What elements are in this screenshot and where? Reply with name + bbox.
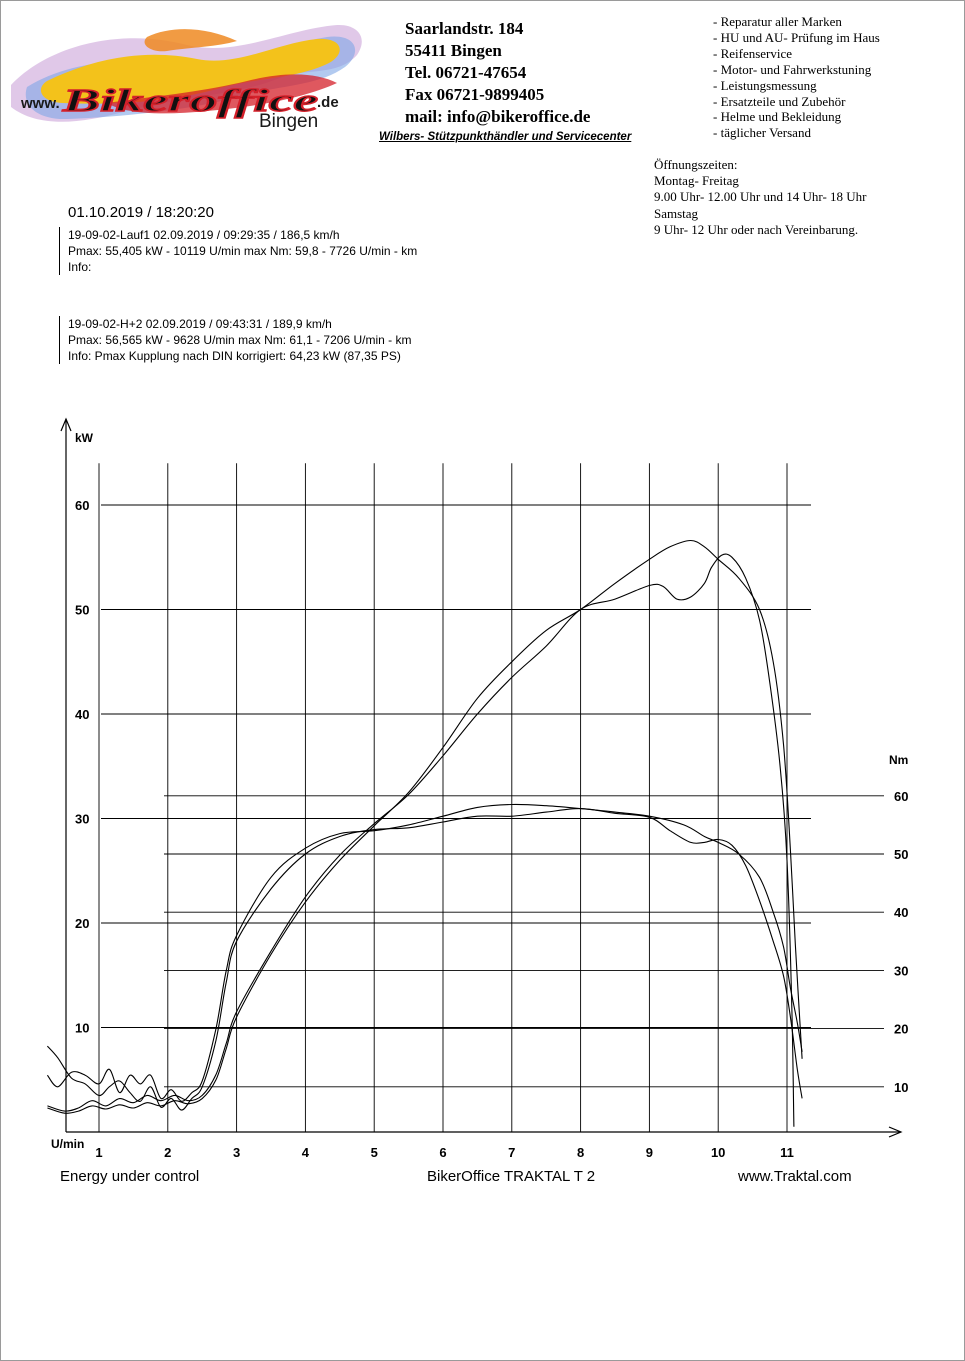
report-datetime: 01.10.2019 / 18:20:20 — [68, 204, 214, 221]
logo-city: Bingen — [259, 111, 319, 132]
right-tick-label: 30 — [894, 963, 909, 979]
address-mail: mail: info@bikeroffice.de — [405, 107, 591, 126]
right-tick-label: 10 — [894, 1079, 909, 1095]
chart-axes — [61, 419, 901, 1137]
left-tick-label: 50 — [75, 602, 90, 618]
x-tick-label: 3 — [232, 1145, 241, 1160]
run-info-h2 — [59, 316, 411, 364]
x-tick-label: 1 — [95, 1145, 103, 1160]
service-item: - Reparatur aller Marken — [713, 14, 842, 29]
right-tick-label: 20 — [894, 1021, 909, 1037]
run-pmax: Pmax: 56,565 kW - 9628 U/min max Nm: 61,1 - 7206 U/min - km — [68, 333, 412, 347]
x-tick-label: 6 — [439, 1145, 447, 1160]
left-tick-label: 60 — [75, 498, 90, 513]
x-tick-label: 10 — [710, 1145, 726, 1160]
run-info: Info: Pmax Kupplung nach DIN korrigiert: 64,23 kW (87,35 PS) — [68, 349, 401, 363]
hours-line: Öffnungszeiten: — [654, 157, 738, 172]
service-item: - Leistungsmessung — [713, 77, 817, 93]
left-tick-label: 20 — [75, 916, 90, 931]
address-block — [405, 18, 590, 128]
logo-brand: Bikeroffice — [61, 82, 319, 118]
run-info: Info: — [68, 260, 92, 274]
hours-line: 9.00 Uhr- 12.00 Uhr und 14 Uhr- 18 Uhr — [654, 189, 867, 205]
x-axis-label: U/min — [51, 1137, 85, 1151]
logo-www: www. — [21, 95, 60, 112]
footer-slogan: Energy under control — [60, 1168, 200, 1185]
address-phone: Tel. 06721-47654 — [405, 63, 527, 82]
left-tick-label: 10 — [75, 1020, 90, 1036]
x-tick-label: 11 — [780, 1145, 794, 1160]
address-city: 55411 Bingen — [405, 41, 502, 60]
run-pmax: Pmax: 55,405 kW - 10119 U/min max Nm: 59,8 - 7726 U/min - km — [68, 244, 418, 258]
service-item: - Motor- und Fahrwerkstuning — [713, 61, 872, 77]
services-list — [713, 14, 880, 141]
x-tick-label: 9 — [645, 1145, 654, 1160]
logo-tld: .de — [317, 94, 339, 111]
service-item: - Helme und Bekleidung — [713, 109, 842, 125]
service-item: - täglicher Versand — [713, 125, 811, 141]
run-title: 19-09-02-H+2 02.09.2019 / 09:43:31 / 189,9 km/h — [68, 317, 332, 331]
bikeroffice-logo — [7, 7, 379, 147]
left-tick-label: 40 — [75, 707, 90, 722]
hours-line: Samstag — [654, 205, 699, 221]
right-tick-label: 50 — [894, 847, 909, 862]
series-line-3 — [47, 804, 802, 1101]
address-street: Saarlandstr. 184 — [405, 19, 524, 38]
right-tick-label: 40 — [894, 905, 909, 921]
left-tick-label: 30 — [75, 811, 90, 827]
dyno-chart — [1, 401, 965, 1171]
series-line-0 — [47, 554, 794, 1127]
run-info-lauf1 — [59, 227, 417, 275]
run-title: 19-09-02-Lauf1 02.09.2019 / 09:29:35 / 186,5 km/h — [68, 228, 340, 242]
left-axis-label: kW — [75, 431, 93, 445]
chart-grid — [99, 463, 884, 1132]
tagline: Wilbers- Stützpunkthändler und Servicecenter — [379, 131, 632, 143]
service-item: - Reifenservice — [713, 45, 793, 61]
footer-device: BikerOffice TRAKTAL T 2 — [427, 1168, 596, 1185]
x-tick-label: 8 — [576, 1145, 585, 1160]
right-tick-label: 60 — [894, 788, 909, 804]
chart-series — [47, 541, 802, 1127]
opening-hours — [654, 157, 867, 238]
hours-line: Montag- Freitag — [654, 173, 739, 189]
x-tick-label: 4 — [301, 1145, 310, 1160]
service-item: - Ersatzteile und Zubehör — [713, 93, 846, 109]
x-tick-label: 2 — [164, 1145, 172, 1160]
service-item: - HU und AU- Prüfung im Haus — [713, 29, 880, 45]
address-fax: Fax 06721-9899405 — [405, 85, 545, 104]
footer-website: www.Traktal.com — [738, 1168, 852, 1185]
x-tick-label: 5 — [370, 1145, 378, 1160]
right-axis-label: Nm — [889, 753, 909, 767]
x-tick-label: 7 — [508, 1145, 516, 1160]
hours-line: 9 Uhr- 12 Uhr oder nach Vereinbarung. — [654, 221, 859, 237]
